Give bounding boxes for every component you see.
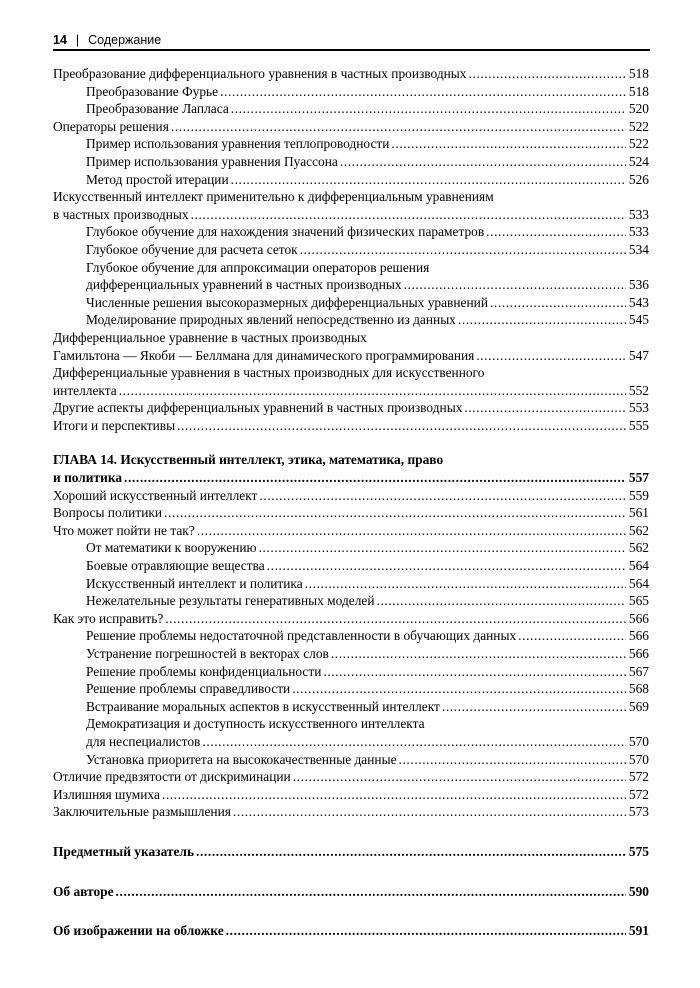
toc-entry-title: Об авторе [53, 883, 114, 899]
toc-entry-title: Глубокое обучение для аппроксимации операторов решения [86, 259, 430, 275]
dot-leader [171, 118, 626, 136]
toc-entry-page: 575 [628, 843, 649, 859]
toc-entry-title: От математики к вооружению [86, 540, 257, 556]
toc-entry-page: 518 [628, 83, 649, 99]
dot-leader [202, 733, 626, 751]
spacer [53, 821, 649, 843]
toc-entry-title: Демократизация и доступность искусственного интеллекта [86, 716, 425, 732]
toc-entry-title: Преобразование Фурье [86, 83, 219, 99]
toc-entry-page: 572 [628, 769, 649, 785]
dot-leader [196, 843, 626, 861]
dot-leader [476, 347, 626, 365]
toc-entry-page: 536 [628, 277, 649, 293]
toc-entry[interactable] [53, 751, 649, 769]
toc-entry[interactable] [53, 118, 649, 136]
toc-entry-page: 547 [628, 347, 649, 363]
dot-leader [518, 627, 626, 645]
dot-leader [259, 539, 626, 557]
running-header [53, 32, 650, 48]
toc-entry[interactable] [53, 171, 649, 189]
back-matter-entry[interactable] [53, 883, 649, 901]
header-title: Содержание [88, 33, 162, 47]
toc-entry-page: 533 [628, 206, 649, 222]
toc-entry-title: Глубокое обучение для нахождения значений физических параметров [86, 224, 485, 240]
toc-entry-title: Искусственный интеллект и политика [86, 575, 303, 591]
header-separator: | [75, 33, 80, 47]
toc-entry-title: Гамильтона — Якоби — Беллмана для динамического программирования [53, 347, 475, 363]
toc-entry-title: Моделирование природных явлений непосредственно из данных [86, 312, 456, 328]
dot-leader [292, 680, 626, 698]
toc-entry-page: 534 [628, 241, 649, 257]
toc-entry-title: Встраивание моральных аспектов в искусственный интеллект [86, 698, 440, 714]
toc-entry-title: Преобразование Лапласа [86, 101, 229, 117]
toc-entry-title: Вопросы политики [53, 505, 163, 521]
dot-leader [119, 382, 626, 400]
toc-entry-page: 566 [628, 646, 649, 661]
dot-leader [164, 504, 626, 522]
toc-entry[interactable] [53, 592, 649, 610]
toc-entry-title: Об изображении на обложке [53, 923, 224, 939]
toc-entry-title: Итоги и перспективы [53, 417, 176, 433]
dot-leader [197, 522, 626, 540]
toc-entry-title: Глубокое обучение для расчета сеток [86, 241, 298, 257]
dot-leader [404, 276, 626, 294]
dot-leader [300, 241, 626, 259]
toc-entry-title: ГЛАВА 14. Искусственный интеллект, этика, математика, право [53, 452, 444, 468]
toc-entry-title: в частных производных [53, 206, 189, 222]
toc-entry[interactable] [53, 188, 649, 206]
dot-leader [220, 83, 626, 101]
toc-entry-page: 570 [628, 733, 649, 749]
toc-entry[interactable] [53, 276, 649, 294]
toc-entry-title: Метод простой итерации [86, 171, 229, 187]
toc-entry[interactable] [53, 698, 649, 716]
toc-entry-page: 564 [628, 575, 649, 591]
toc-entry-page: 568 [628, 681, 649, 697]
toc-entry-title: и политика [53, 470, 123, 486]
toc-entry-title: Пример использования уравнения теплопроводности [86, 136, 390, 152]
dot-leader [458, 311, 626, 329]
toc-entry-page: 567 [628, 663, 649, 679]
toc-entry-page: 573 [628, 804, 649, 820]
toc-entry-page: 564 [628, 558, 649, 574]
toc-entry-page: 522 [628, 136, 649, 152]
table-of-contents [53, 65, 649, 940]
toc-entry-title: Как это исправить? [53, 610, 164, 626]
toc-entry[interactable] [53, 100, 649, 118]
toc-entry-title: Предметный указатель [53, 843, 195, 859]
dot-leader [464, 399, 626, 417]
toc-entry[interactable] [53, 223, 649, 241]
toc-entry-title: Решение проблемы конфиденциальности [86, 663, 322, 679]
toc-entry-title: Установка приоритета на высококачественные данные [86, 751, 397, 767]
toc-entry[interactable] [53, 399, 649, 417]
dot-leader [340, 153, 626, 171]
toc-entry[interactable] [53, 557, 649, 575]
dot-leader [116, 883, 626, 901]
toc-entry-page: 559 [628, 487, 649, 503]
toc-entry-title: Что может пойти не так? [53, 522, 195, 538]
spacer [53, 434, 649, 451]
dot-leader [165, 610, 626, 628]
toc-entry[interactable] [53, 417, 649, 435]
toc-entry-page: 524 [628, 153, 649, 169]
toc-entry-page: 545 [628, 312, 649, 328]
toc-entry-title: дифференциальных уравнений в частных производных [86, 277, 402, 293]
toc-entry[interactable] [53, 294, 649, 312]
toc-entry-title: Заключительные размышления [53, 804, 231, 820]
dot-leader [177, 417, 626, 435]
toc-entry-page: 543 [628, 294, 649, 310]
dot-leader [486, 223, 626, 241]
toc-entry-page: 569 [628, 698, 649, 714]
toc-entry[interactable] [53, 504, 649, 522]
dot-leader [399, 751, 626, 769]
toc-entry-title: Дифференциальное уравнение в частных производных [53, 329, 367, 345]
dot-leader [391, 135, 625, 153]
back-matter-entry[interactable] [53, 843, 649, 861]
toc-entry[interactable] [53, 768, 649, 786]
toc-entry-title: Отличие предвзятости от дискриминации [53, 769, 291, 785]
dot-leader [233, 803, 626, 821]
toc-entry[interactable] [53, 382, 649, 400]
toc-entry-page: 557 [628, 470, 649, 486]
toc-entry-title: Другие аспекты дифференциальных уравнений в частных производных [53, 400, 463, 416]
toc-entry-title: Пример использования уравнения Пуассона [86, 153, 338, 169]
toc-entry[interactable] [53, 311, 649, 329]
toc-entry-page: 591 [628, 923, 649, 939]
spacer [53, 900, 649, 922]
toc-entry-title: Искусственный интеллект применительно к дифференциальным уравнениям [53, 189, 494, 205]
toc-entry-page: 566 [628, 610, 649, 626]
toc-entry[interactable] [53, 610, 649, 628]
toc-entry-page: 533 [628, 224, 649, 240]
dot-leader [469, 65, 626, 83]
toc-entry-page: 520 [628, 101, 649, 117]
toc-entry-page: 518 [628, 66, 649, 81]
toc-entry-page: 552 [628, 382, 649, 398]
toc-entry[interactable] [53, 645, 649, 663]
toc-entry[interactable] [53, 733, 649, 751]
toc-entry[interactable] [53, 627, 649, 645]
dot-leader [231, 171, 626, 189]
toc-entry-title: Дифференциальные уравнения в частных производных для искусственного [53, 365, 485, 381]
toc-entry[interactable] [53, 786, 649, 804]
dot-leader [377, 592, 626, 610]
dot-leader [124, 469, 626, 487]
toc-entry-page: 566 [628, 628, 649, 644]
toc-entry[interactable] [53, 663, 649, 681]
toc-entry-page: 555 [628, 417, 649, 433]
toc-entry[interactable] [53, 241, 649, 259]
toc-entry[interactable] [53, 65, 649, 83]
dot-leader [226, 922, 626, 940]
toc-entry[interactable] [53, 575, 649, 593]
toc-entry-page: 590 [628, 883, 649, 899]
toc-entry[interactable] [53, 347, 649, 365]
dot-leader [305, 575, 626, 593]
toc-entry-title: Излишняя шумиха [53, 786, 160, 802]
toc-entry[interactable] [53, 539, 649, 557]
dot-leader [490, 294, 626, 312]
toc-entry-page: 562 [628, 522, 649, 538]
chapter-heading[interactable] [53, 469, 649, 487]
toc-entry-page: 572 [628, 786, 649, 802]
toc-entry[interactable] [53, 803, 649, 821]
dot-leader [267, 557, 626, 575]
toc-entry-title: интеллекта [53, 382, 117, 398]
dot-leader [191, 206, 626, 224]
toc-entry[interactable] [53, 83, 649, 101]
spacer [53, 861, 649, 883]
dot-leader [162, 786, 626, 804]
toc-entry-title: Численные решения высокоразмерных дифференциальных уравнений [86, 294, 488, 310]
toc-entry-page: 561 [628, 505, 649, 521]
toc-entry-title: Нежелательные результаты генеративных моделей [86, 593, 375, 609]
dot-leader [259, 487, 625, 505]
toc-entry-page: 570 [628, 751, 649, 767]
toc-entry-page: 526 [628, 171, 649, 187]
toc-entry-page: 522 [628, 118, 649, 134]
toc-entry[interactable] [53, 487, 649, 505]
toc-entry-page: 565 [628, 593, 649, 609]
toc-entry[interactable] [53, 715, 649, 733]
toc-entry[interactable] [53, 680, 649, 698]
toc-entry-title: для неспециалистов [86, 733, 201, 749]
chapter-heading[interactable] [53, 451, 649, 469]
toc-entry-title: Преобразование дифференциального уравнения в частных производных [53, 66, 467, 81]
toc-entry[interactable] [53, 522, 649, 540]
back-matter-entry[interactable] [53, 922, 649, 940]
dot-leader [442, 698, 626, 716]
toc-entry[interactable] [53, 135, 649, 153]
toc-entry-title: Решение проблемы недостаточной представленности в обучающих данных [86, 628, 517, 644]
toc-entry-title: Устранение погрешностей в векторах слов [86, 646, 329, 661]
header-page-number: 14 [53, 33, 67, 47]
toc-entry[interactable] [53, 259, 649, 277]
header-rule [53, 49, 650, 51]
toc-entry[interactable] [53, 329, 649, 347]
toc-entry-title: Решение проблемы справедливости [86, 681, 291, 697]
toc-entry-page: 562 [628, 540, 649, 556]
dot-leader [323, 663, 626, 681]
toc-entry-title: Хороший искусственный интеллект [53, 487, 258, 503]
toc-entry-title: Боевые отравляющие вещества [86, 558, 265, 574]
toc-entry-page: 553 [628, 400, 649, 416]
dot-leader [231, 100, 626, 118]
toc-entry[interactable] [53, 153, 649, 171]
toc-entry-title: Операторы решения [53, 118, 169, 134]
toc-entry[interactable] [53, 364, 649, 382]
dot-leader [331, 645, 626, 663]
dot-leader [293, 768, 626, 786]
toc-entry[interactable] [53, 206, 649, 224]
